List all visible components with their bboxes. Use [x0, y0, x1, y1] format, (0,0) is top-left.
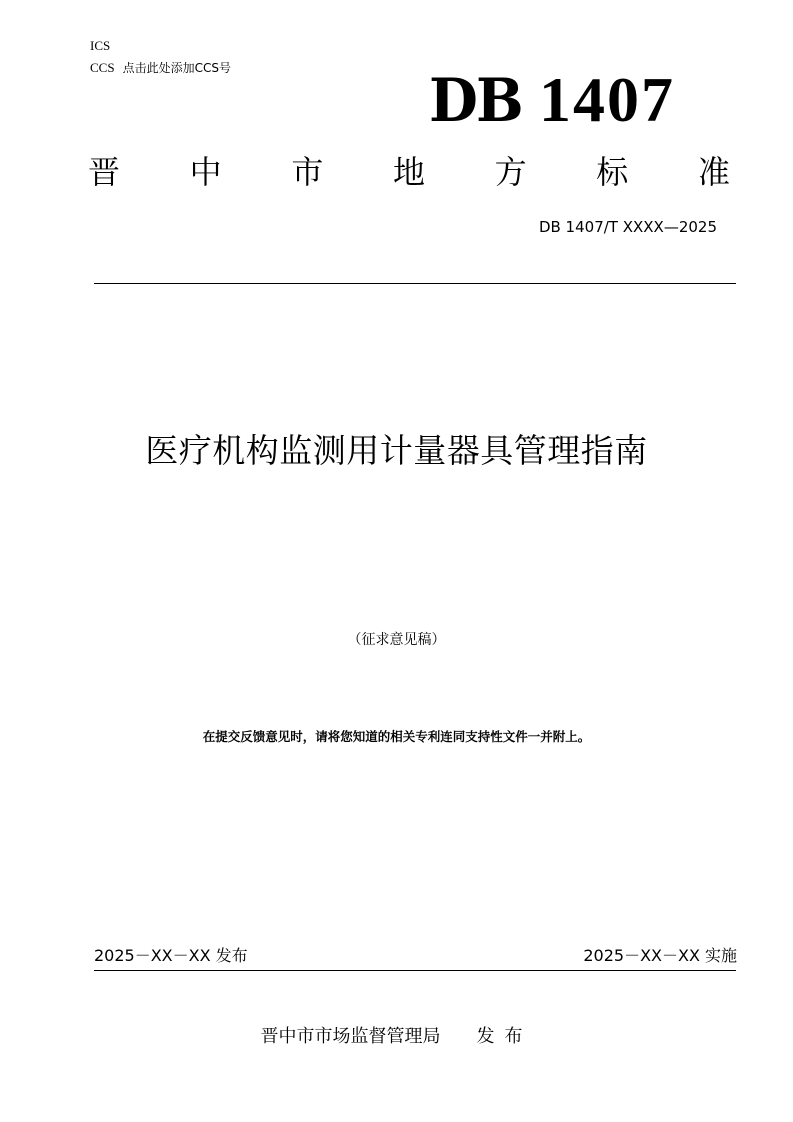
standard-type-char: 市	[291, 153, 324, 191]
patent-notice: 在提交反馈意见时，请将您知道的相关专利连同支持性文件一并附上。	[202, 729, 591, 744]
ccs-line	[90, 60, 231, 77]
standard-type-char: 准	[697, 153, 730, 191]
ics-label: ICS	[90, 38, 111, 53]
publisher-line	[0, 1024, 793, 1050]
draft-label: （征求意见稿）	[347, 632, 446, 648]
ccs-label: CCS	[90, 60, 115, 75]
standard-type-char: 中	[189, 153, 222, 191]
standard-type-char: 标	[596, 153, 629, 191]
ccs-placeholder[interactable]: 点击此处添加CCS号	[122, 61, 231, 75]
bottom-divider	[94, 970, 736, 971]
issue-date: 2025－XX－XX 发布	[94, 946, 248, 965]
db-logo-letters: DB	[429, 66, 523, 136]
standard-code: DB 1407/T XXXX—2025	[538, 218, 717, 236]
standard-type-char: 晋	[88, 153, 121, 191]
db-logo	[426, 66, 675, 135]
publish-word: 发布	[476, 1026, 533, 1047]
standard-type-char: 地	[392, 153, 425, 191]
standard-type-char: 方	[494, 153, 527, 191]
db-logo-number: 1407	[539, 64, 675, 135]
top-divider	[94, 283, 736, 284]
standard-type-heading	[88, 150, 730, 194]
document-title: 医疗机构监测用计量器具管理指南	[145, 431, 648, 470]
implementation-date: 2025－XX－XX 实施	[583, 946, 737, 965]
publisher-name: 晋中市市场监督管理局	[260, 1026, 441, 1047]
